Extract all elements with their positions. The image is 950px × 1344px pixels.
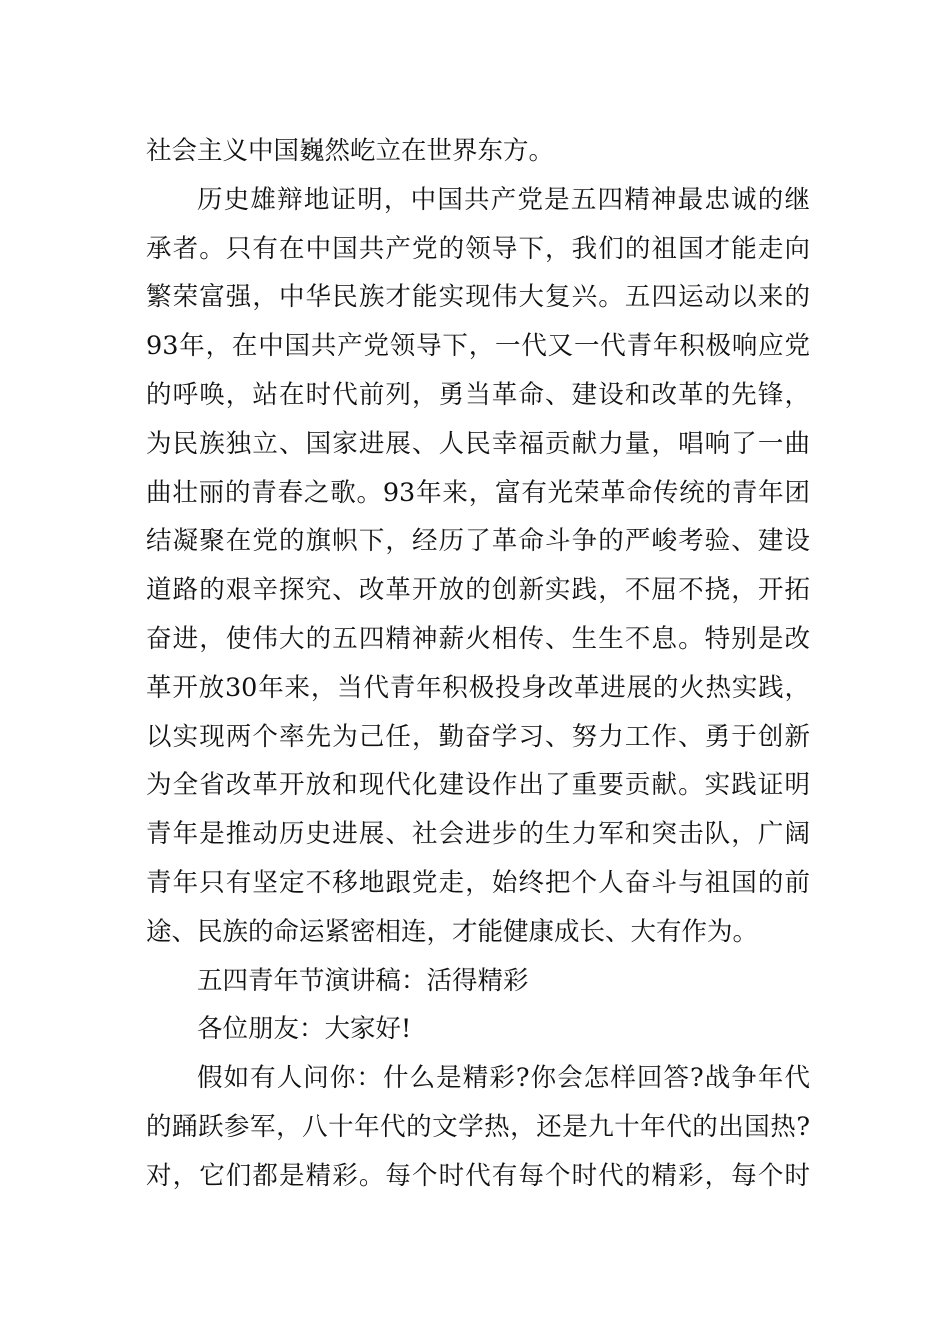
text-line: 曲壮丽的青春之歌。93年来，富有光荣革命传统的青年团 (146, 477, 810, 508)
text-line: 的踊跃参军，八十年代的文学热，还是九十年代的出国热? (146, 1111, 810, 1142)
text-line: 的呼唤，站在时代前列，勇当革命、建设和改革的先锋， (146, 379, 810, 410)
text-line: 历史雄辩地证明，中国共产党是五四精神最忠诚的继 (197, 184, 810, 215)
text-line: 革开放30年来，当代青年积极投身改革进展的火热实践， (146, 672, 810, 703)
text-line: 途、民族的命运紧密相连，才能健康成长、大有作为。 (146, 916, 759, 947)
text-line: 青年是推动历史进展、社会进步的生力军和突击队，广阔 (146, 819, 810, 850)
text-line: 社会主义中国巍然屹立在世界东方。 (146, 136, 555, 166)
text-line: 结凝聚在党的旗帜下，经历了革命斗争的严峻考验、建设 (146, 526, 810, 557)
text-line: 青年只有坚定不移地跟党走，始终把个人奋斗与祖国的前 (146, 867, 810, 898)
section-heading: 五四青年节演讲稿：活得精彩 (197, 965, 529, 996)
text-line: 假如有人问你：什么是精彩?你会怎样回答?战争年代 (197, 1063, 810, 1094)
text-line: 道路的艰辛探究、改革开放的创新实践，不屈不挠，开拓 (146, 575, 810, 606)
text-line: 繁荣富强，中华民族才能实现伟大复兴。五四运动以来的 (146, 282, 810, 313)
text-line: 为全省改革开放和现代化建设作出了重要贡献。实践证明 (146, 770, 810, 801)
text-line: 对，它们都是精彩。每个时代有每个时代的精彩，每个时 (146, 1160, 810, 1191)
text-line: 以实现两个率先为己任，勤奋学习、努力工作、勇于创新 (146, 721, 810, 752)
salutation: 各位朋友：大家好! (197, 1014, 412, 1045)
text-line: 93年，在中国共产党领导下，一代又一代青年积极响应党 (146, 331, 810, 362)
body-text (146, 127, 810, 1201)
text-line: 承者。只有在中国共产党的领导下，我们的祖国才能走向 (146, 233, 810, 264)
text-line: 奋进，使伟大的五四精神薪火相传、生生不息。特别是改 (146, 623, 810, 654)
text-line: 为民族独立、国家进展、人民幸福贡献力量，唱响了一曲 (146, 428, 810, 459)
